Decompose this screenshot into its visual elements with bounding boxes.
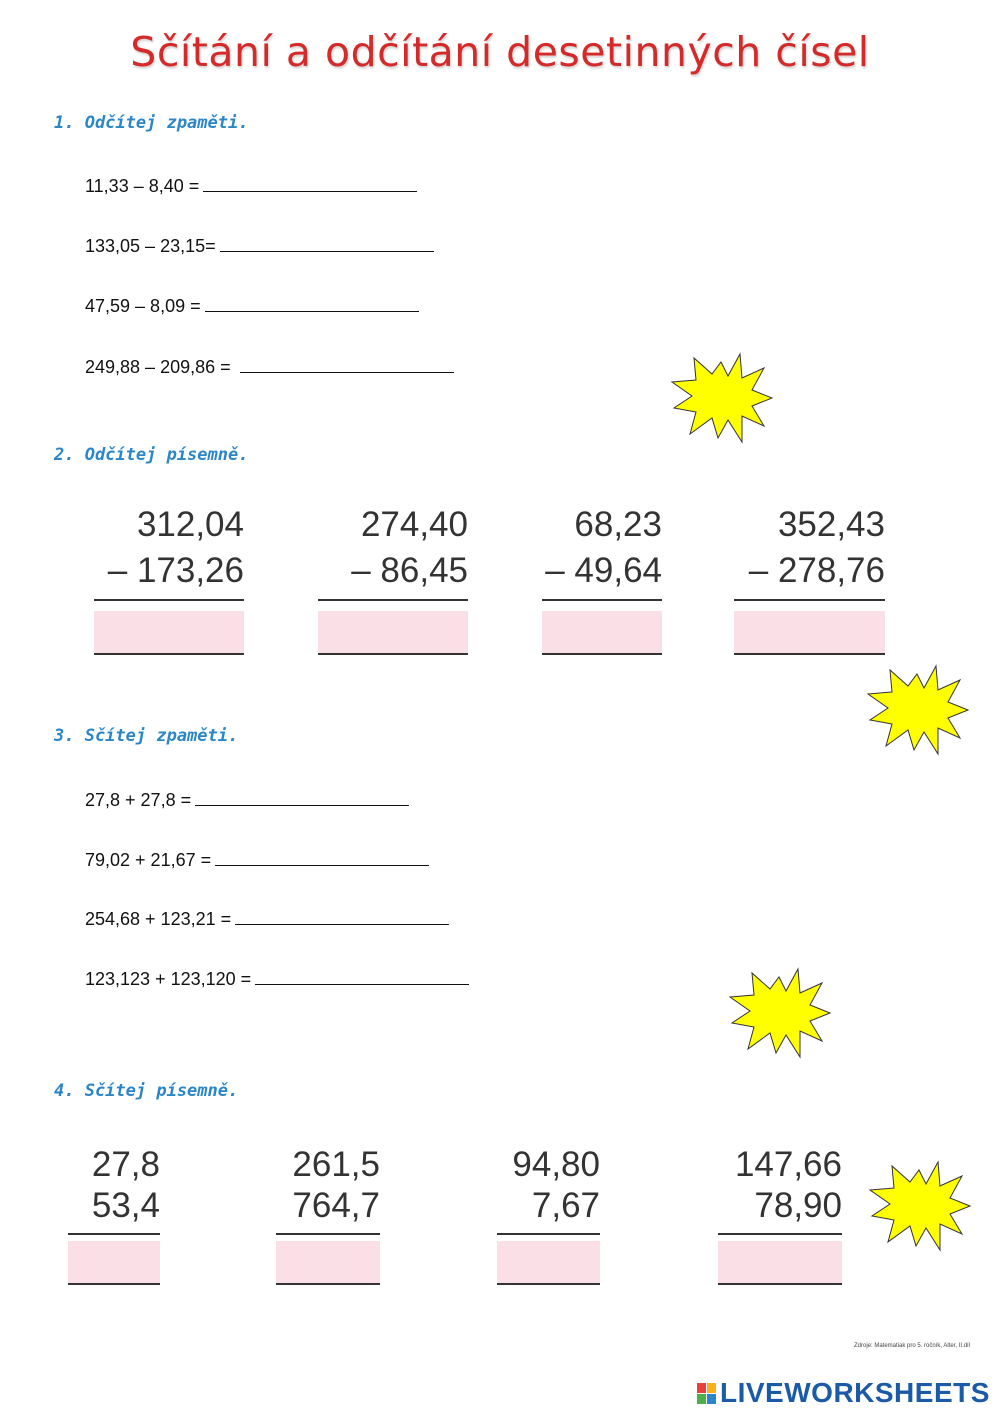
answer-blank[interactable] [195,787,409,806]
answer-input[interactable] [276,1241,380,1283]
sum-line [497,1233,600,1235]
answer-box[interactable] [68,1241,160,1283]
written-subtraction-3 [542,505,662,657]
written-subtraction-4 [734,505,885,657]
addend-2: 53,4 [91,1186,160,1225]
subtrahend: – 49,64 [545,551,662,590]
logo-text: LIVEWORKSHEETS [720,1377,990,1408]
answer-box[interactable] [318,611,468,653]
answer-input[interactable] [68,1241,160,1283]
section-1-heading: 1. Odčítej zpaměti. [54,113,249,133]
sum-line [542,599,662,601]
answer-blank[interactable] [220,233,434,252]
minuend: 68,23 [574,505,662,544]
underline [94,653,244,655]
exercise-1-row-1 [85,173,417,197]
answer-box[interactable] [276,1241,380,1283]
answer-input[interactable] [94,611,244,653]
star-icon [866,1158,972,1254]
answer-blank[interactable] [255,966,469,985]
star-icon [864,662,970,758]
underline [68,1283,160,1285]
answer-box[interactable] [542,611,662,653]
exercise-1-row-4 [85,354,454,378]
answer-blank[interactable] [235,906,449,925]
answer-box[interactable] [734,611,885,653]
subtrahend: – 173,26 [107,551,244,590]
expression: 27,8 + 27,8 = [85,790,192,810]
answer-blank[interactable] [240,354,454,373]
underline [542,653,662,655]
exercise-3-row-3 [85,906,449,930]
minuend: 274,40 [360,505,468,544]
exercise-1-row-2 [85,233,434,257]
written-subtraction-2 [318,505,468,657]
answer-box[interactable] [718,1241,842,1283]
sum-line [94,599,244,601]
section-4-heading: 4. Sčítej písemně. [54,1081,239,1101]
answer-input[interactable] [542,611,662,653]
sum-line [734,599,885,601]
addend-1: 147,66 [734,1145,842,1184]
underline [718,1283,842,1285]
star-icon [668,350,774,446]
expression: 47,59 – 8,09 = [85,296,201,316]
section-3-heading: 3. Sčítej zpaměti. [54,726,239,746]
answer-input[interactable] [318,611,468,653]
answer-blank[interactable] [203,173,417,192]
addend-2: 764,7 [292,1186,380,1225]
underline [318,653,468,655]
exercise-3-row-4 [85,966,469,990]
underline [497,1283,600,1285]
logo-mark-icon [697,1383,716,1404]
source-note: Zdroje: Matematiak pro 5. ročník, Alter, II.díl [854,1343,971,1349]
subtrahend: – 278,76 [748,551,885,590]
written-addition-2 [276,1145,380,1287]
answer-blank[interactable] [205,293,419,312]
addend-1: 94,80 [512,1145,600,1184]
written-addition-4 [718,1145,842,1287]
answer-box[interactable] [94,611,244,653]
exercise-3-row-1 [85,787,409,811]
expression: 133,05 – 23,15= [85,236,216,256]
answer-box[interactable] [497,1241,600,1283]
answer-input[interactable] [718,1241,842,1283]
expression: 11,33 – 8,40 = [85,176,200,196]
liveworksheets-logo[interactable] [697,1375,990,1411]
expression: 123,123 + 123,120 = [85,969,252,989]
addend-2: 78,90 [754,1186,842,1225]
subtrahend: – 86,45 [351,551,468,590]
expression: 254,68 + 123,21 = [85,909,232,929]
section-2-heading: 2. Odčítej písemně. [54,445,249,465]
expression: 79,02 + 21,67 = [85,850,212,870]
sum-line [68,1233,160,1235]
answer-blank[interactable] [215,847,429,866]
answer-input[interactable] [497,1241,600,1283]
sum-line [276,1233,380,1235]
star-icon [726,965,832,1061]
written-subtraction-1 [94,505,244,657]
expression: 249,88 – 209,86 = [85,357,236,377]
addend-2: 7,67 [531,1186,600,1225]
addend-1: 27,8 [91,1145,160,1184]
addend-1: 261,5 [292,1145,380,1184]
underline [276,1283,380,1285]
exercise-1-row-3 [85,293,419,317]
sum-line [318,599,468,601]
answer-input[interactable] [734,611,885,653]
underline [734,653,885,655]
exercise-3-row-2 [85,847,429,871]
written-addition-1 [68,1145,160,1287]
written-addition-3 [497,1145,600,1287]
page-title: Sčítání a odčítání desetinných čísel [130,28,870,76]
minuend: 352,43 [777,505,885,544]
sum-line [718,1233,842,1235]
minuend: 312,04 [136,505,244,544]
